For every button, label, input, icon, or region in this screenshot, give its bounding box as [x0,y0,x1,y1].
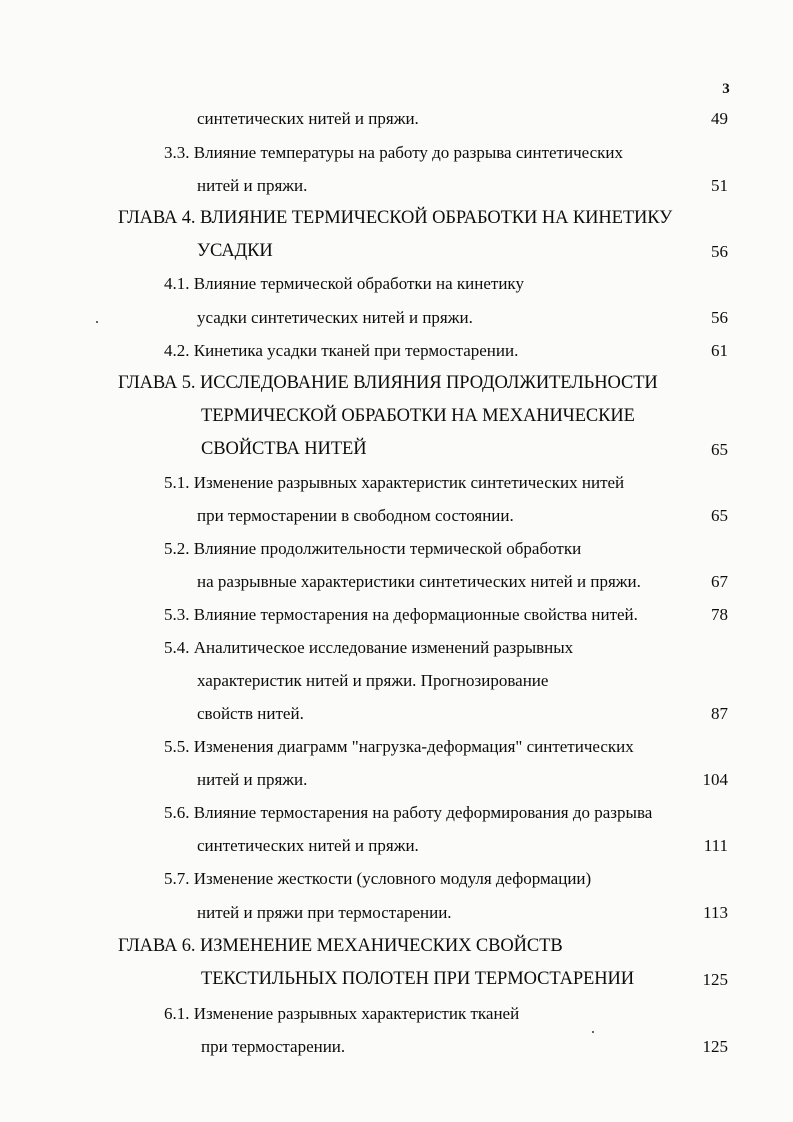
toc-page-number: 51 [711,176,728,195]
chapter-title-continued: СВОЙСТВА НИТЕЙ [201,439,367,459]
toc-line: 5.6. Влияние термостарения на работу деформирования до разрыва [164,803,653,822]
toc-page-number: 56 [711,308,728,327]
toc-line: на разрывные характеристики синтетических нитей и пряжи. [197,572,641,591]
toc-line: при термостарении. [201,1037,346,1056]
toc-line: свойств нитей. [197,704,304,723]
toc-page-number: 61 [711,341,728,360]
toc-page-number: 111 [703,836,728,855]
chapter-title: ГЛАВА 4. ВЛИЯНИЕ ТЕРМИЧЕСКОЙ ОБРАБОТКИ НА КИНЕТИКУ [118,208,673,228]
toc-page-number: 113 [703,903,728,922]
toc-page-number: 125 [702,1037,728,1056]
toc-line: нитей и пряжи. [197,770,308,789]
toc-line: 4.2. Кинетика усадки тканей при термостарении. [164,341,519,360]
toc-page-number: 104 [702,770,728,789]
toc-page-number: 65 [711,506,728,525]
toc-line: синтетических нитей и пряжи. [197,836,419,855]
toc-line: 5.2. Влияние продолжительности термической обработки [164,539,582,558]
toc-page-number: 65 [711,440,728,459]
page-number: 3 [722,81,730,97]
toc-page-number: 49 [711,109,728,128]
toc-page-number: 87 [711,704,728,723]
scan-speck [96,321,98,323]
toc-line: 5.4. Аналитическое исследование изменений разрывных [164,638,574,657]
toc-page-number: 125 [702,970,728,989]
toc-line: 5.7. Изменение жесткости (условного модуля деформации) [164,869,592,888]
chapter-title: ГЛАВА 5. ИССЛЕДОВАНИЕ ВЛИЯНИЯ ПРОДОЛЖИТЕЛЬНОСТИ [118,373,658,393]
toc-line: 5.3. Влияние термостарения на деформационные свойства нитей. [164,605,638,624]
scan-speck [592,1031,594,1033]
toc-page-number: 78 [711,605,728,624]
chapter-title: ГЛАВА 6. ИЗМЕНЕНИЕ МЕХАНИЧЕСКИХ СВОЙСТВ [118,936,563,956]
toc-line: нитей и пряжи. [197,176,308,195]
toc-line: нитей и пряжи при термостарении. [197,903,452,922]
toc-line: синтетических нитей и пряжи. [197,109,419,128]
toc-line: 3.3. Влияние температуры на работу до разрыва синтетических [164,143,623,162]
chapter-title-continued: ТЕКСТИЛЬНЫХ ПОЛОТЕН ПРИ ТЕРМОСТАРЕНИИ [201,969,635,989]
chapter-title-continued: ТЕРМИЧЕСКОЙ ОБРАБОТКИ НА МЕХАНИЧЕСКИЕ [201,406,635,426]
toc-line: 6.1. Изменение разрывных характеристик тканей [164,1004,520,1023]
toc-line: характеристик нитей и пряжи. Прогнозирование [197,671,549,690]
toc-line: 5.1. Изменение разрывных характеристик синтетических нитей [164,473,625,492]
toc-page-number: 56 [711,242,728,261]
chapter-title-continued: УСАДКИ [197,241,273,261]
toc-line: 5.5. Изменения диаграмм "нагрузка-деформация" синтетических [164,737,634,756]
toc-line: 4.1. Влияние термической обработки на кинетику [164,274,524,293]
toc-page-number: 67 [711,572,728,591]
toc-line: усадки синтетических нитей и пряжи. [197,308,473,327]
toc-line: при термостарении в свободном состоянии. [197,506,514,525]
